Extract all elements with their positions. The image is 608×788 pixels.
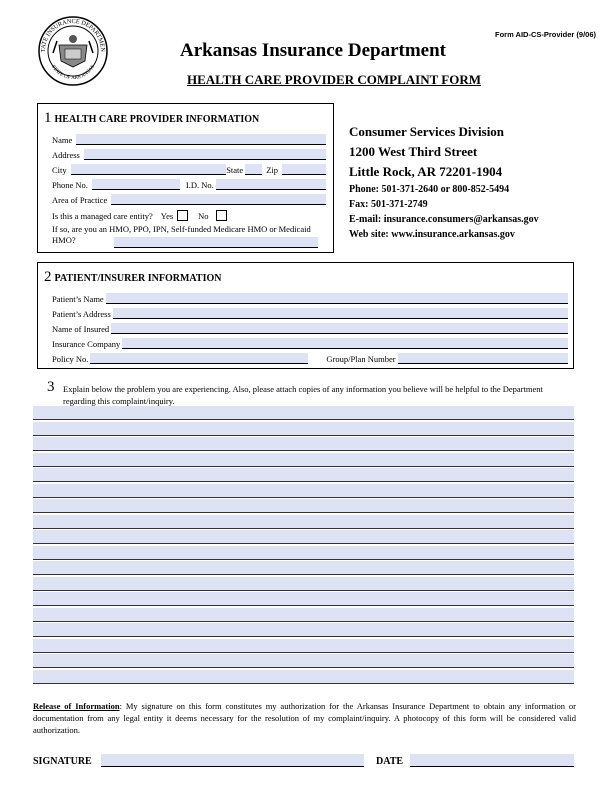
writing-line <box>33 605 574 606</box>
writing-line <box>33 590 574 591</box>
provider-address-field[interactable] <box>84 149 326 160</box>
policy-row <box>52 352 568 364</box>
provider-state-field[interactable] <box>245 164 262 175</box>
field-label: Insurance Company <box>52 339 121 349</box>
complaint-instructions: Explain below the problem you are experiencing. Also, please attach copies of any information you believe will be helpful to the Department regarding this complaint/inquiry. <box>63 384 543 406</box>
section-provider-info <box>37 103 334 253</box>
date-label: DATE <box>376 756 404 767</box>
field-label: Phone No. <box>52 180 88 190</box>
signature-label: SIGNATURE <box>33 756 92 767</box>
section-number: 3 <box>47 379 55 395</box>
group-number-field[interactable] <box>398 353 568 364</box>
field-label: State <box>226 165 244 175</box>
managed-care-no-checkbox[interactable] <box>216 210 227 221</box>
provider-phone-field[interactable] <box>92 179 180 190</box>
writing-line <box>33 621 574 622</box>
seal-inner-text: STATE OF ARKANSAS <box>49 63 97 82</box>
contact-email[interactable]: E-mail: insurance.consumers@arkansas.gov <box>349 214 539 225</box>
section-patient-info <box>37 262 574 369</box>
contact-website[interactable]: Web site: www.insurance.arkansas.gov <box>349 229 515 240</box>
provider-practice-field[interactable] <box>111 194 326 205</box>
provider-address-row <box>52 148 326 160</box>
signature-field[interactable] <box>101 754 364 767</box>
field-label: Is this a managed care entity? <box>52 211 153 221</box>
writing-line <box>33 497 574 498</box>
form-subtitle: HEALTH CARE PROVIDER COMPLAINT FORM <box>187 72 481 87</box>
section-number: 2 <box>44 269 52 285</box>
writing-line-fill[interactable] <box>33 577 574 590</box>
release-text: : My signature on this form constitutes my authorization for the Arkansas Insurance Department to obtain any information or documentation from any legal entity it deems necessary for the resolution of my complaint/inquiry. A photocopy of this form will be considered valid authorization. <box>33 701 576 735</box>
seal-outer-text: TATE INSURANCE DEPARTMEN <box>39 17 107 53</box>
provider-name-row <box>52 133 326 145</box>
date-field[interactable] <box>410 754 574 767</box>
writing-line-fill[interactable] <box>33 422 574 435</box>
insurance-company-row <box>52 337 568 349</box>
hmo-question-row <box>52 224 322 246</box>
writing-line <box>33 466 574 467</box>
writing-line-fill[interactable] <box>33 546 574 559</box>
writing-line-fill[interactable] <box>33 468 574 481</box>
writing-line <box>33 652 574 653</box>
writing-line <box>33 481 574 482</box>
field-label: Address <box>52 150 80 160</box>
writing-line-fill[interactable] <box>33 484 574 497</box>
patient-name-row <box>52 292 568 304</box>
field-label: City <box>52 165 67 175</box>
patient-address-field[interactable] <box>113 308 568 319</box>
writing-line-fill[interactable] <box>33 639 574 652</box>
writing-line-fill[interactable] <box>33 623 574 636</box>
writing-line <box>33 528 574 529</box>
provider-practice-row <box>52 193 326 205</box>
release-heading: Release of Information <box>33 701 120 711</box>
hmo-type-field[interactable] <box>114 237 318 248</box>
writing-line <box>33 543 574 544</box>
field-label: Policy No. <box>52 354 89 364</box>
release-of-information <box>33 700 576 736</box>
writing-line-fill[interactable] <box>33 406 574 419</box>
street-address: 1200 West Third Street <box>349 144 478 159</box>
writing-line <box>33 512 574 513</box>
form-id: Form AID-CS-Provider (9/06) <box>495 30 596 39</box>
provider-id-field[interactable] <box>216 179 326 190</box>
provider-name-field[interactable] <box>76 134 326 145</box>
writing-line-fill[interactable] <box>33 453 574 466</box>
writing-line-fill[interactable] <box>33 592 574 605</box>
writing-line-fill[interactable] <box>33 561 574 574</box>
section-number: 1 <box>44 110 52 126</box>
yes-label: Yes <box>160 211 174 221</box>
writing-line-fill[interactable] <box>33 437 574 450</box>
field-label: Zip <box>266 165 278 175</box>
field-label: Group/Plan Number <box>326 354 396 364</box>
writing-line-fill[interactable] <box>33 530 574 543</box>
insured-name-row <box>52 322 568 334</box>
writing-line <box>33 636 574 637</box>
provider-city-row <box>52 163 326 175</box>
insured-name-field[interactable] <box>111 323 568 334</box>
writing-line <box>33 450 574 451</box>
writing-line <box>33 419 574 420</box>
field-label: I.D. No. <box>185 180 214 190</box>
writing-line <box>33 683 574 684</box>
section-title: HEALTH CARE PROVIDER INFORMATION <box>54 114 260 125</box>
insurance-company-field[interactable] <box>122 338 568 349</box>
provider-city-field[interactable] <box>71 164 227 175</box>
writing-line-fill[interactable] <box>33 654 574 667</box>
page-title: Arkansas Insurance Department <box>180 40 446 61</box>
writing-line-fill[interactable] <box>33 499 574 512</box>
field-label: Name <box>52 135 73 145</box>
contact-phone: Phone: 501-371-2640 or 800-852-5494 <box>349 184 510 195</box>
patient-address-row <box>52 307 568 319</box>
provider-zip-field[interactable] <box>282 164 326 175</box>
city-address: Little Rock, AR 72201-1904 <box>349 164 503 179</box>
provider-phone-row <box>52 178 326 190</box>
writing-line-fill[interactable] <box>33 608 574 621</box>
managed-care-yes-checkbox[interactable] <box>177 210 188 221</box>
division-name: Consumer Services Division <box>349 124 505 139</box>
managed-care-row <box>52 209 326 221</box>
writing-line-fill[interactable] <box>33 670 574 683</box>
writing-line <box>33 667 574 668</box>
field-label: Area of Practice <box>52 195 108 205</box>
field-label: Name of Insured <box>52 324 110 334</box>
field-label: Patient’s Address <box>52 309 111 319</box>
writing-line <box>33 559 574 560</box>
section-title: PATIENT/INSURER INFORMATION <box>54 273 222 284</box>
writing-line <box>33 574 574 575</box>
contact-info <box>349 122 539 242</box>
contact-fax: Fax: 501-371-2749 <box>349 199 428 210</box>
policy-number-field[interactable] <box>90 353 308 364</box>
field-label: Patient’s Name <box>52 294 104 304</box>
writing-line-fill[interactable] <box>33 515 574 528</box>
patient-name-field[interactable] <box>106 293 568 304</box>
no-label: No <box>198 211 209 221</box>
writing-line <box>33 435 574 436</box>
field-label: If so, are you an HMO, PPO, IPN, Self-funded Medicare HMO or Medicaid HMO? <box>52 224 311 245</box>
